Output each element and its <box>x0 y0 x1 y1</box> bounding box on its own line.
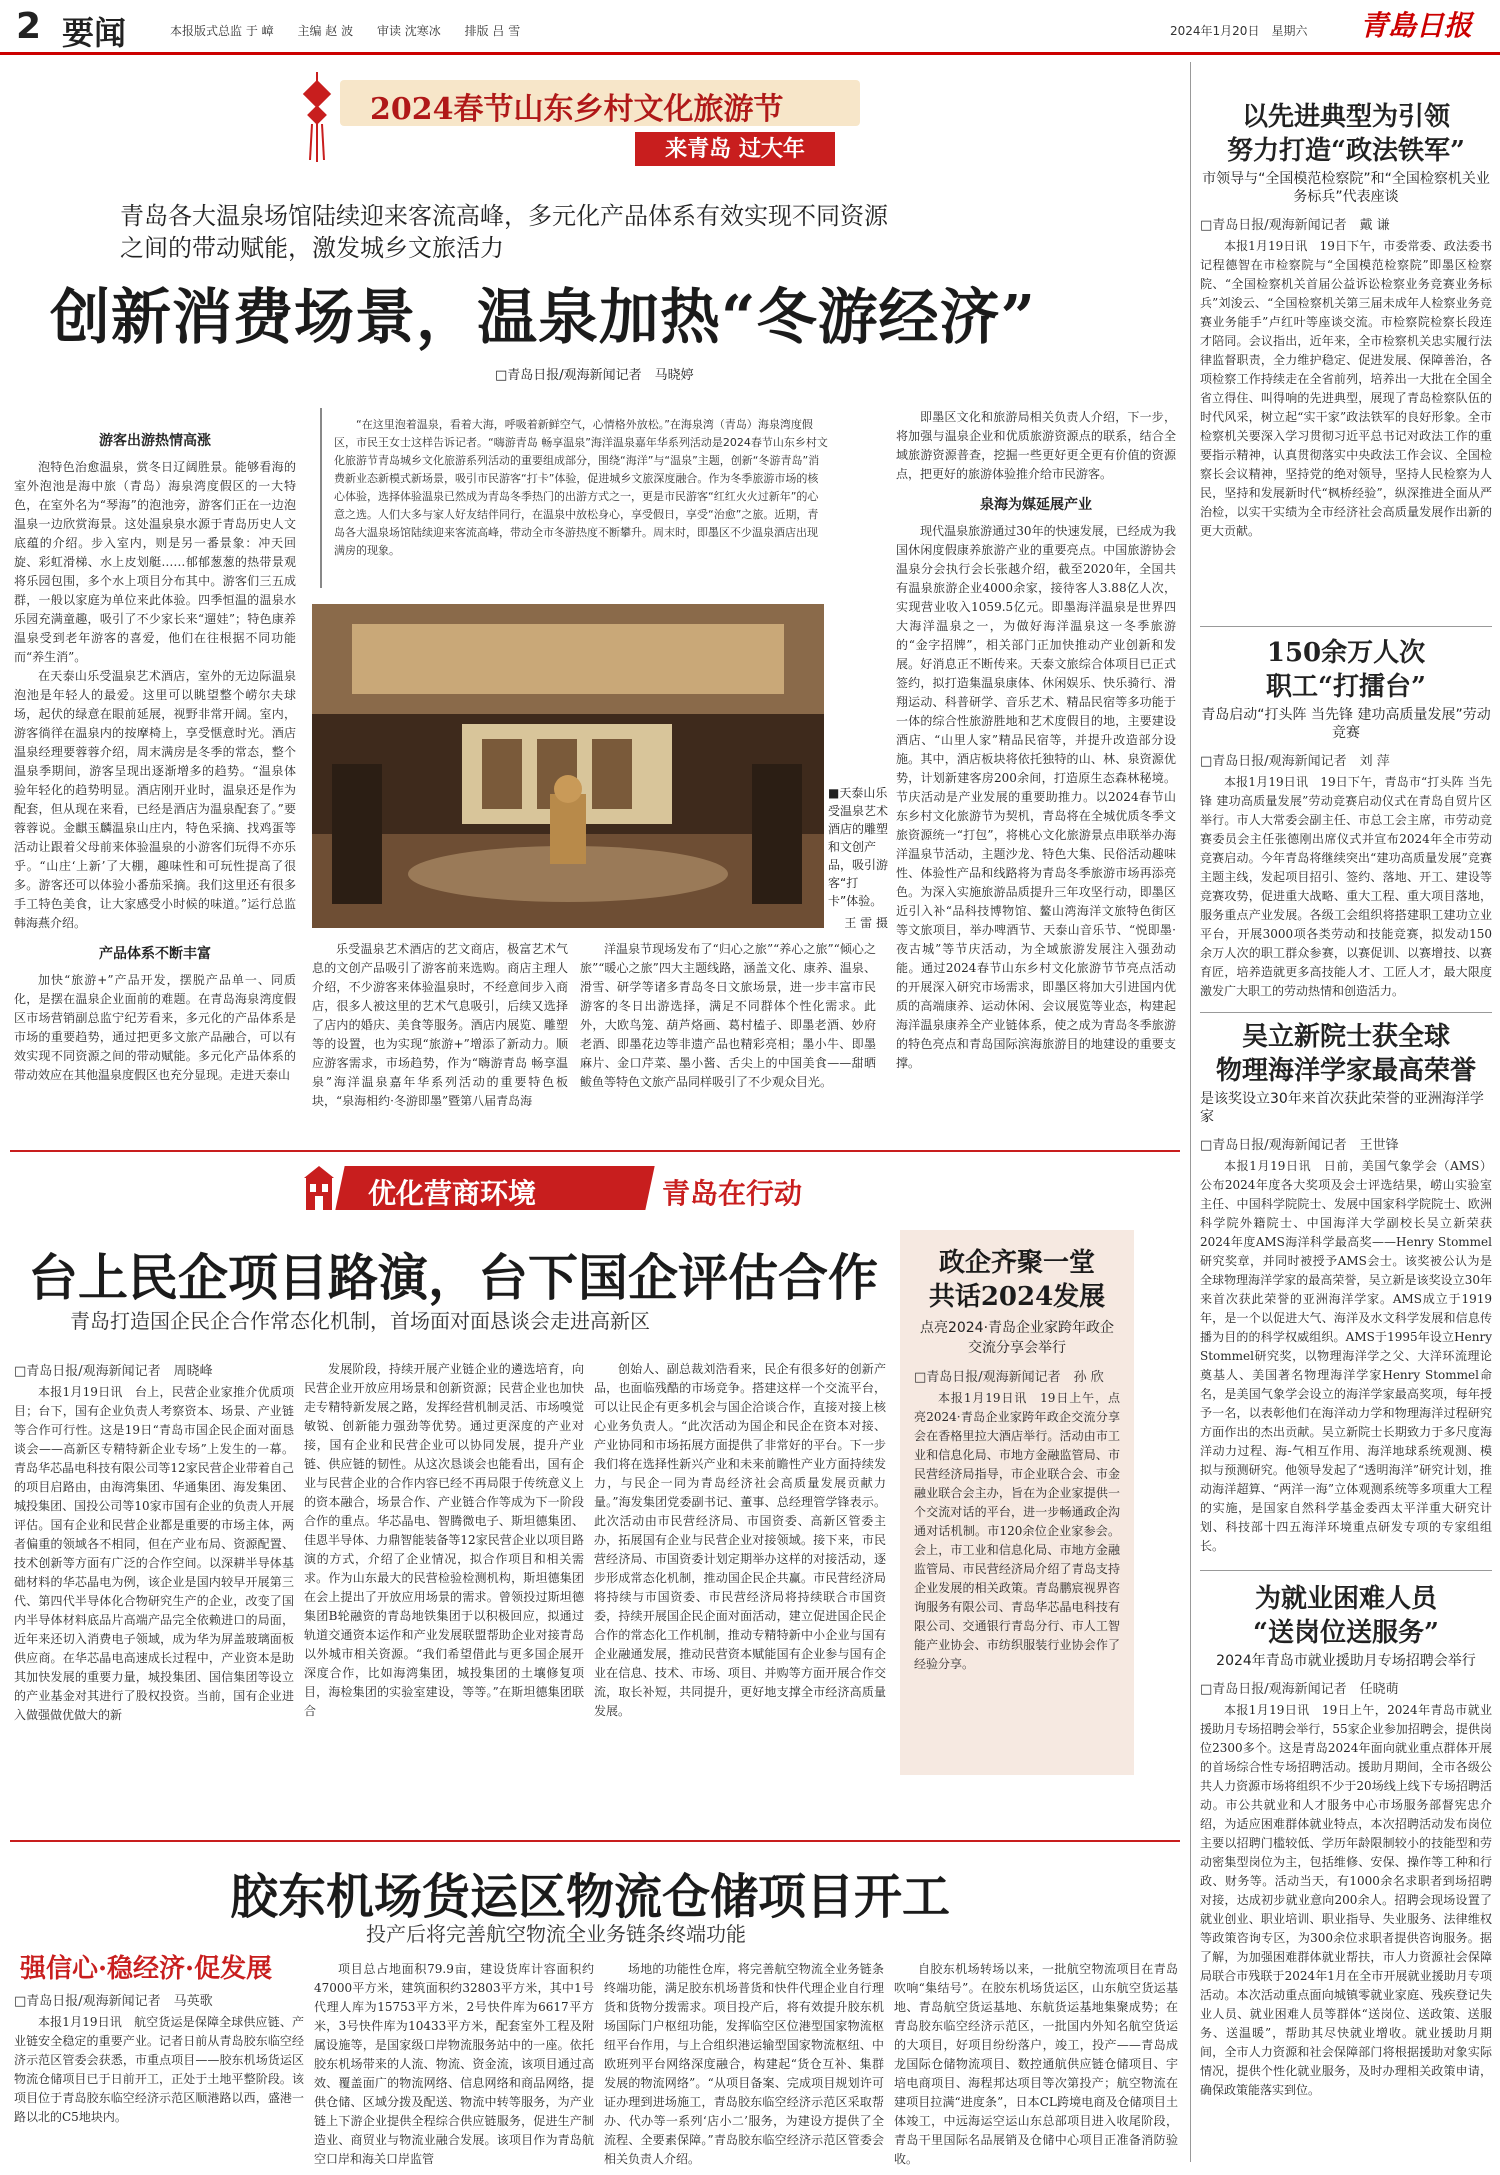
story-subtitle: 是该奖设立30年来首次获此荣誉的亚洲海洋学家 <box>1200 1091 1484 1125</box>
staff-list <box>170 22 540 39</box>
subhead: 产品体系不断丰富 <box>99 946 211 962</box>
page-header <box>0 0 1500 55</box>
story-byline: □青岛日报/观海新闻记者 刘 萍 <box>1200 754 1390 769</box>
section-rule <box>10 1840 1180 1842</box>
staff-item: 本报版式总监 于 嶂 <box>170 24 274 38</box>
body-text: 本报1月19日讯 日前，美国气象学会（AMS）公布2024年度各大奖项及会士评选结果，崂山实验室主任、中国科学院院士、发展中国家科学院院士、欧洲科学院外籍院士、中国海洋大学副校长吴立新荣获2024年度AMS海洋科学最高奖——Henry Stommel研究奖章，并同时被授予AMS会士。该奖被公认为是全球物理海洋学家的最高荣誉，吴立新是该奖设立30年来首次获此荣誉的亚洲海洋学家。AMS成立于1919年，是一个以促进大气、海洋及水文科学发展和信息传播为目的的科学权威组织。AMS于1995年设立Henry Stommel研究奖，以物理海洋学之父、大洋环流理论奠基人、美国著名物理海洋学家Henry Stommel命名，是美国气象学会设立的海洋学家最高奖项，每年授予一名，以表彰他们在海洋动力学和物理海洋过程研究方面作出的杰出贡献。吴立新院士长期致力于多尺度海洋动力过程、海-气相互作用、海洋地球系统观测、模拟与预测研究。他领导发起了“透明海洋”研究计划，推动海洋超算、“两洋一海”立体观测系统等多项重大工程的实施，是国家自然科学基金委西太平洋重大研究计划、科技部十四五海洋环境重点研发专项的专家组组长。 <box>1200 1159 1492 1553</box>
body-text: 乐受温泉艺术酒店的艺文商店，极富艺术气息的文创产品吸引了游客前来选购。商店主理人介绍，不少游客来体验温泉时，不经意间步入商店，很多人被这里的艺术气息吸引，后续又选择了店内的婚庆、美食等服务。酒店内展览、雕塑等的设置，也为实现“旅游+”增添了新动力。顺应游客需求，市场趋势，作为“嗨游青岛 畅享温泉”海洋温泉嘉年华系列活动的重要特色板块，“泉海相约·冬游即墨”暨第八届青岛海 <box>312 942 568 1108</box>
story-byline: □青岛日报/观海新闻记者 任晓萌 <box>1200 1682 1399 1697</box>
body-text: 在天泰山乐受温泉艺术酒店，室外的无边际温泉泡池是年轻人的最爱。这里可以眺望整个崂尔夫球场，起伏的绿意在眼前延展，视野非常开阔。室内，游客徜徉在温泉内的按摩椅上，享受惬意时光。酒店温泉经理要蓉蓉介绍，周末满房是冬季的常态，整个温泉季期间，游客呈现出逐渐增多的趋势。“温泉体验年轻化的趋势明显。酒店刚开业时，温泉还是作为配套，但从现在来看，已经是酒店为温泉配套了。”要蓉蓉说。金麒玉麟温泉山庄内，特色采摘、找鸡蛋等活动让跟着父母前来体验温泉的小游客们玩得不亦乐乎。“山庄‘上新’了大棚，趣味性和可玩性提高了很多。游客还可以体验小番茄采摘。我们这里还有很多手工特色美食，让大家感受小时候的味道。”运行总监韩海燕介绍。 <box>14 669 296 930</box>
story2-column-1 <box>14 1360 294 1830</box>
lead-column-4 <box>896 408 1176 1138</box>
right-story-3 <box>1200 1020 1492 1560</box>
lead-byline: □青岛日报/观海新闻记者 马晓婷 <box>495 368 694 383</box>
story3-column-2 <box>314 1960 594 2170</box>
photo-caption <box>828 784 888 932</box>
story-byline: □青岛日报/观海新闻记者 周晓峰 <box>14 1364 213 1379</box>
festival-banner <box>300 62 880 172</box>
sidebox-subtitle: 点亮2024·青岛企业家跨年政企交流分享会举行 <box>919 1320 1115 1356</box>
body-text: 本报1月19日讯 19日上午，点亮2024·青岛企业家跨年政企交流分享会在香格里拉大酒店举行。活动由市工业和信息化局、市地方金融监管局、市民营经济局指导，市企业联合会、市金融业联合会主办，旨在为企业家提供一个交流对话的平台，进一步畅通政企沟通对话机制。市120余位企业家参会。会上，市工业和信息化局、市地方金融监管局、市民营经济局介绍了青岛支持企业发展的相关政策。青岛鹏宸视界咨询服务有限公司、青岛华芯晶电科技有限公司、交通银行青岛分行、市人工智能产业协会、市纺织服装行业协会作了经验分享。 <box>914 1391 1120 1671</box>
enterprise-forum-sidebox <box>900 1230 1134 1775</box>
lead-column-3 <box>580 940 876 1140</box>
right-story-2 <box>1200 636 1492 1008</box>
story-subtitle: 市领导与“全国模范检察院”和“全国检察机关业务标兵”代表座谈 <box>1202 171 1490 205</box>
story3-column-1 <box>14 1990 304 2170</box>
body-text: 本报1月19日讯 19日上午，2024年青岛市就业援助月专场招聘会举行，55家企业参加招聘会，提供岗位2300多个。这是青岛2024年面向就业重点群体开展的首场综合性专场招聘活动。援助月期间，全市各级公共人力资源市场将组织不少于20场线上线下专场招聘活动。市公共就业和人才服务中心市场服务部督宪忠介绍，为适应困难群体就业特点，本次招聘活动发布岗位主要以招聘门槛较低、学历年龄限制较小的技能型和劳动密集型岗位为主，包括维修、安保、操作等工种和行政、财务等。活动当天，有1000余名求职者到场招聘对接，达成初步就业意向200余人。招聘会现场设置了就业创业、职业培训、职业指导、失业服务、法律维权等政策咨询专区，为300余位求职者提供咨询服务。据了解，为加强困难群体就业帮扶，市人力资源社会保障局联合市残联于2024年1月在全市开展就业援助月专项活动。本次活动重点面向城镇零就业家庭、残疾登记失业人员、就业困难人员等群体“送岗位、送政策、送服务、送温暖”，帮助其尽快就业增收。就业援助月期间，全市人力资源和社会保障部门将根据援助对象实际情况，提供个性化就业服务，及时办理相关政策申请，确保政策能落实到位。 <box>1200 1703 1492 2097</box>
issue-date: 2024年1月20日 星期六 <box>1170 24 1308 38</box>
section-rule <box>10 1150 1180 1152</box>
festival-title: 2024春节山东乡村文化旅游节 <box>370 92 784 127</box>
story3-column-4 <box>894 1960 1178 2170</box>
page-number: 2 <box>16 6 42 47</box>
story3-deck: 投产后将完善航空物流全业务链条终端功能 <box>366 1922 746 1946</box>
story2-headline: 台上民企项目路演，台下国企评估合作 <box>28 1248 878 1307</box>
body-text: 洋温泉节现场发布了“归心之旅”“养心之旅”“倾心之旅”“暖心之旅”四大主题线路，涵盖文化、康养、温泉、滑雪、研学等诸多青岛冬日文旅场景，进一步丰富市民游客的冬日出游选择，满足不同群体个性化需求。此外，大欧鸟笼、葫芦烙画、葛村榼子、即墨老酒、妙府老酒、即墨花边等非遗产品也精彩亮相；墨小牛、即墨麻片、金口芹菜、墨小酱、舌尖上的中国美食——甜晒鲅鱼等特色文旅产品同样吸引了不少观众目光。 <box>580 942 876 1089</box>
hot-spring-lobby-photo <box>312 604 824 928</box>
right-story-1 <box>1200 100 1492 620</box>
lead-intro: “在这里泡着温泉，看着大海，呼吸着新鲜空气，心情格外放松。”在海泉湾（青岛）海泉湾度假区，市民王女士这样告诉记者。“嗨游青岛 畅享温泉”海洋温泉嘉年华系列活动是2024春节山东乡村文化旅游节青岛城乡文化旅游系列活动的重要组成部分，围绕“海洋”与“温泉”主题，创新“冬游青岛”消费新业态新模式新场景，吸引市民游客“打卡”体验，促进城乡文旅深度融合。作为冬季旅游市场的核心体验，选择体验温泉已然成为青岛冬季热门的出游方式之一，更是市民游客“红红火火过新年”的心意之选。人们大多与家人好友结伴同行，在温泉中放松身心，享受假日，享受“治愈”之旅。近期，青岛各大温泉场馆陆续迎来客流高峰，带动全市冬游热度不断攀升。周末时，即墨区不少温泉酒店出现满房的现象。 <box>320 408 840 588</box>
story-byline: □青岛日报/观海新闻记者 马英歌 <box>14 1994 213 2009</box>
body-text: 场地的功能性仓库，将完善航空物流全业务链条终端功能，满足胶东机场普货和快件代理企业自行理货和货物分拨需求。项目投产后，将有效提升胶东机场国际门户枢纽功能，发挥临空区位港型国家物流枢纽平台作用，与上合组织港运输型国家物流枢纽、中欧班列平台网络深度融合，构建起“货仓互补、集群发展的物流网络”。“从项目备案、完成项目规划许可证办理到进场施工，青岛胶东临空经济示范区采取帮办、代办等一系列‘店小二’服务，为建设方提供了全流程、全要素保障。”青岛胶东临空经济示范区管委会相关负责人介绍。 <box>604 1962 884 2166</box>
staff-item: 排版 吕 雪 <box>464 24 521 38</box>
lead-deck: 青岛各大温泉场馆陆续迎来客流高峰，多元化产品体系有效实现不同资源之间的带动赋能，激发城乡文旅活力 <box>120 202 888 262</box>
campaign-tag: 强信心·稳经济·促发展 <box>20 1954 273 1984</box>
photo-credit: 王 雷 摄 <box>844 916 888 930</box>
body-text: 泡特色治愈温泉，赏冬日辽阔胜景。能够看海的室外泡池是海中旅（青岛）海泉湾度假区的一大特色，在室外名为“琴海”的泡池旁，游客们正在一边泡温泉一边欣赏海景。这处温泉泉水源于青岛历史人文底蕴的介绍。步入室内，则是另一番景象：冲天回旋、彩虹滑梯、水上皮划艇……郁郁葱葱的热带景观将乐园包围，多个水上项目分布其中。游客们三五成群，一般以家庭为单位来此体验。四季恒温的温泉水乐园充满童趣，吸引了不少家长来“遛娃”；特色康养温泉受到老年游客的喜爱，他们在往根据不同功能而“养生消”。 <box>14 460 296 664</box>
body-text: 本报1月19日讯 台上，民营企业家推介优质项目；台下，国有企业负责人考察资本、场景、产业链等合作可行性。这是19日“青岛市国企民企面对面恳谈会——高新区专精特新企业专场”上发生的一幕。青岛华芯晶电科技有限公司等12家民营企业带着自己的项目启路由，由海湾集团、华通集团、海发集团、城投集团、国投公司等10家市国有企业的负责人开展评估。国有企业和民营企业都是重要的市场主体，两者偏重的领域各不相同，但在产业布局、资源配置、技术创新等方面有广泛的合作空间。以深耕半导体基础材料的华芯晶电为例，该企业是国内较早开展第三代、第四代半导体化合物研究生产的企业，改变了国内半导体材料底品片高端产品完全依赖进口的局面，近年来还切入消费电子领域，成为华为屏盖玻璃面板供应商。在华芯晶电高速成长过程中，产业资本是助其加快发展的重要力量，城投集团、国信集团等设立的产业基金对其进行了股权投资。当前，国有企业进入做强做优做大的新 <box>14 1385 294 1722</box>
building-icon <box>300 1164 338 1214</box>
divider <box>1200 1570 1492 1571</box>
subhead: 游客出游热情高涨 <box>99 433 211 449</box>
body-text: 自胶东机场转场以来，一批航空物流项目在青岛吹响“集结号”。在胶东机场货运区，山东航空货运基地、青岛航空货运基地、东航货运基地集聚成势；在青岛胶东临空经济示范区，一批国内外知名航空货运的大项目，好项目纷纷落户，竣工，投产——青岛成龙国际仓储物流项目、数控通航供应链仓储项目、宇培电商项目、海程邦达项目等次第投产；航空物流在建项目拉满“进度条”，日本CL跨境电商及仓储项目土体竣工，中远海运空运山东总部项目进入收尾阶段，青岛干里国际名品展销及仓储中心项目正准备消防验收。 <box>894 1962 1178 2166</box>
story-byline: □青岛日报/观海新闻记者 王世锋 <box>1200 1138 1399 1153</box>
story-headline: 为就业困难人员 “送岗位送服务” <box>1253 1584 1439 1648</box>
business-environment-banner <box>300 1160 860 1220</box>
story3-headline: 胶东机场货运区物流仓储项目开工 <box>230 1869 951 1925</box>
chinese-knot-icon <box>300 72 334 162</box>
sidebox-byline: □青岛日报/观海新闻记者 孙 欣 <box>914 1370 1104 1385</box>
right-story-4 <box>1200 1582 1492 2167</box>
subhead: 泉海为媒延展产业 <box>980 497 1092 513</box>
banner-text: 青岛在行动 <box>662 1177 803 1210</box>
story2-column-3 <box>594 1360 886 1830</box>
body-text: 本报1月19日讯 19日下午，市委常委、政法委书记程德智在市检察院与“全国模范检察院”即墨区检察院、“全国检察机关首届公益诉讼检察业务竞赛业务标兵”刘浚云、“全国检察机关第三届未成年人检察业务竞赛业务能手”卢红叶等座谈交流。市检察院检察长段连才陪同。会议指出，近年来，全市检察机关忠实履行法律监督职责，全力维护稳定、促进发展、保障善治，各项检察工作持续走在全省前列，培养出一大批在全国全省立得住、叫得响的先进典型，展现了青岛检察队伍的时代风采，树立起“实干家”政法铁军的良好形象。全市检察机关要深入学习贯彻习近平总书记对政法工作的重要指示精神，认真贯彻落实中央政法工作会议、全国检察长会议精神，坚持党的绝对领导，坚持人民检察为人民，坚持和发展新时代“枫桥经验”，纵深推进全面从严治检，以实干实绩为全市经济社会高质量发展作出新的更大贡献。 <box>1200 239 1492 538</box>
divider <box>1200 626 1492 627</box>
story-headline: 150余万人次 职工“打擂台” <box>1266 638 1426 702</box>
story-subtitle: 2024年青岛市就业援助月专场招聘会举行 <box>1216 1653 1476 1669</box>
body-text: 本报1月19日讯 航空货运是保障全球供应链、产业链安全稳定的重要产业。记者日前从青岛胶东临空经济示范区管委会获悉，市重点项目——胶东机场货运区物流仓储项目已于日前开工，正处于土地平整阶段。该项目位于青岛胶东临空经济示范区顺港路以西，盛港一路以北的C5地块内。 <box>14 2015 304 2124</box>
section-title: 要闻 <box>62 14 127 52</box>
story-byline: □青岛日报/观海新闻记者 戴 谦 <box>1200 218 1390 233</box>
lead-column-2 <box>312 940 568 1140</box>
story-headline: 吴立新院士获全球 物理海洋学家最高荣誉 <box>1215 1022 1476 1086</box>
story-headline: 以先进典型为引领 努力打造“政法铁军” <box>1227 102 1465 166</box>
divider <box>1200 1012 1492 1013</box>
festival-subtitle: 来青岛 过大年 <box>635 132 835 166</box>
body-text: 即墨区文化和旅游局相关负责人介绍，下一步，将加强与温泉企业和优质旅游资源点的联系，结合全域旅游资源普查，挖掘一些更好更全更有价值的资源点，把更好的旅游体验推介给市民游客。 <box>896 410 1176 481</box>
body-text: 现代温泉旅游通过30年的快速发展，已经成为我国休闲度假康养旅游产业的重要亮点。中国旅游协会温泉分会执行会长张越介绍，截至2020年，全国共有温泉旅游企业4000余家，接待客人3.88亿人次，实现营业收入1059.5亿元。即墨海洋温泉是世界四大海洋温泉之一，为做好海洋温泉这一冬季旅游的“金字招牌”，相关部门正加快推动产业创新和发展。好消息正不断传来。天泰文旅综合体项目已正式签约，拟打造集温泉康体、休闲娱乐、快乐骑行、滑翔运动、科普研学、音乐艺术、精品民宿等多功能于一体的综合性旅游胜地和艺术度假目的地，主要建设酒店、“山里人家”精品民宿等，并提升改造部分设施。其中，酒店板块将依托独特的山、林、泉资源优势，计划新建客房200余间，打造原生态森林秘境。节庆活动是产业发展的重要助推力。以2024春节山东乡村文化旅游节为契机，青岛将在全城优质冬季文旅资源统一“打包”，将桃心文化旅游景点串联举办海洋温泉节活动，主题沙龙、特色大集、民俗活动趣味性、体验性产品和线路将为青岛冬季旅游市场再添亮色。为深入实施旅游品质提升三年攻坚行动，即墨区近引入补“品科技博物馆、鳌山湾海洋文旅特色街区等文旅项目，举办啤酒节、天泰山音乐节、“悦即墨·夜古城”等节庆活动，为全域旅游发展注入强劲动能。通过2024春节山东乡村文化旅游节节亮点活动的开展深入研究市场需求，即墨区将加大引进国内优质的高端康养、运动休闲、会议展览等业态，构建起海洋温泉康养全产业链体系，使之成为青岛冬季旅游的特色亮点和青岛国际滨海旅游目的地建设的重要支撑。 <box>896 524 1176 1070</box>
body-text: 本报1月19日讯 19日下午，青岛市“打头阵 当先锋 建功高质量发展”劳动竞赛启动仪式在青岛自贸片区举行。市人大常委会副主任、市总工会主席，市劳动竞赛委员会主任张德刚出席仪式并宣布2024年全市劳动竞赛启动。今年青岛将继续突出“建功高质量发展”竞赛主题主线，发起项目招引、签约、落地、开工、建设等竞赛攻势，促进重大战略、重大工程、重大项目落地，服务重点产业发展。各级工会组织将搭建职工建功立业平台，开展3000项各类劳动和技能竞赛，拟发动150余万人次的职工群众参赛，以赛促训、以赛增技、以赛育匠，培养造就更多高技能人才、工匠人才，最大限度激发广大职工的劳动热情和创造活力。 <box>1200 775 1492 998</box>
story3-column-3 <box>604 1960 884 2170</box>
story-subtitle: 青岛启动“打头阵 当先锋 建功高质量发展”劳动竞赛 <box>1201 707 1491 741</box>
body-text: 发展阶段，持续开展产业链企业的遴选培育，向民营企业开放应用场景和创新资源；民营企业也加快走专精特新发展之路，发挥经营机制灵活、市场嗅觉敏锐、创新能力强劲等优势。通过更深度的产业对接，国有企业和民营企业可以协同发展，提升产业链、供应链的韧性。从这次恳谈会也能看出，国有企业与民营企业的合作内容已经不再局限于传统意义上的资本融合，场景合作、产业链合作等成为下一阶段合作的重点。华芯晶电、智腾微电子、斯坦德集团、佳恩半导体、力鼎智能装备等12家民营企业以项目路演的方式，介绍了企业情况，拟合作项目和相关需求。作为山东最大的民营检验检测机构，斯坦德集团在会上提出了开放应用场景的需求。曾领投过斯坦德集团B轮融资的青岛地铁集团于以积极回应，拟通过轨道交通资本运作和产业发展联盟帮助企业对接青岛以外城市相关资源。“我们希望借此与更多国企展开深度合作，比如海湾集团，城投集团的土壤修复项目，海检集团的实验室建设，等等。”在斯坦德集团联合 <box>304 1362 584 1718</box>
sidebox-headline: 政企齐聚一堂 共话2024发展 <box>928 1248 1106 1312</box>
lead-column-1 <box>14 420 296 1140</box>
lead-headline: 创新消费场景，温泉加热“冬游经济” <box>50 283 1037 353</box>
staff-item: 主编 赵 波 <box>297 24 354 38</box>
caption-text: ■天泰山乐受温泉艺术酒店的雕塑和文创产品，吸引游客“打卡”体验。 <box>828 786 889 908</box>
column-divider <box>1190 62 1191 2162</box>
staff-item: 审读 沈寒冰 <box>376 24 441 38</box>
body-text: 创始人、副总裁刘浩看来，民企有很多好的创新产品，也面临残酷的市场竞争。搭建这样一个交流平台，可以让民企有更多机会与国企洽谈合作，直接对接上核心业务负责人。“此次活动为国企和民企在资本对接、产业协同和市场拓展方面提供了非常好的平台。下一步我们将在选择性新兴产业和未来前瞻性产业方面持续发力，与民企一同为青岛经济社会高质量发展贡献力量。”海发集团党委副书记、董事、总经理管学锋表示。此次活动由市民营经济局、市国资委、高新区管委主办，拓展国有企业与民营企业对接领域。接下来，市民营经济局、市国资委计划定期举办这样的对接活动，逐步形成常态化机制，推动国企民企共赢。市民营经济局将持续与市国资委、市民营经济局将持续联合市国资委，持续开展国企民企面对面活动，建立促进国企民企合作的常态化工作机制，推动专精特新中小企业与国有企业融通发展，推动民营资本赋能国有企业参与国有企业在信息、技术、市场、项目、并购等方面开展合作交流，取长补短，共同提升，更好地支撑全市经济高质量发展。 <box>594 1362 886 1718</box>
body-text: 项目总占地面积79.9亩，建设货库计容面积约47000平方米，建筑面积约32803平方米，其中1号代理人库为15753平方米，2号快件库为6617平方米，3号快件库为10433平方米，配套室外工程及附属设施等，是国家级口岸物流服务站中的一座。依托胶东机场带来的人流、物流、资金流，该项目通过高效、覆盖面广的物流网络、信息网络和商品网络，提供仓储、区域分拨及配送、物流中转等服务，为产业链上下游企业提供全程综合供应链服务，促进生产制造业、商贸业与物流业融合发展。该项目作为青岛航空口岸和海关口岸监管 <box>314 1962 594 2166</box>
newspaper-logo: 青島日报 <box>1360 9 1473 42</box>
banner-text: 优化营商环境 <box>368 1177 537 1210</box>
story2-column-2 <box>304 1360 584 1830</box>
story2-deck: 青岛打造国企民企合作常态化机制，首场面对面恳谈会走进高新区 <box>70 1309 650 1333</box>
body-text: 加快“旅游+”产品开发，摆脱产品单一、同质化，是摆在温泉企业面前的难题。在青岛海泉湾度假区市场营销副总监宁纪芳看来，多元化的产品体系是市场的重要趋势，通过把更多文旅产品融合，可以有效实现不同资源之间的带动赋能。多元化产品体系的带动效应在其他温泉度假区也充分显现。走进天泰山 <box>14 973 296 1082</box>
